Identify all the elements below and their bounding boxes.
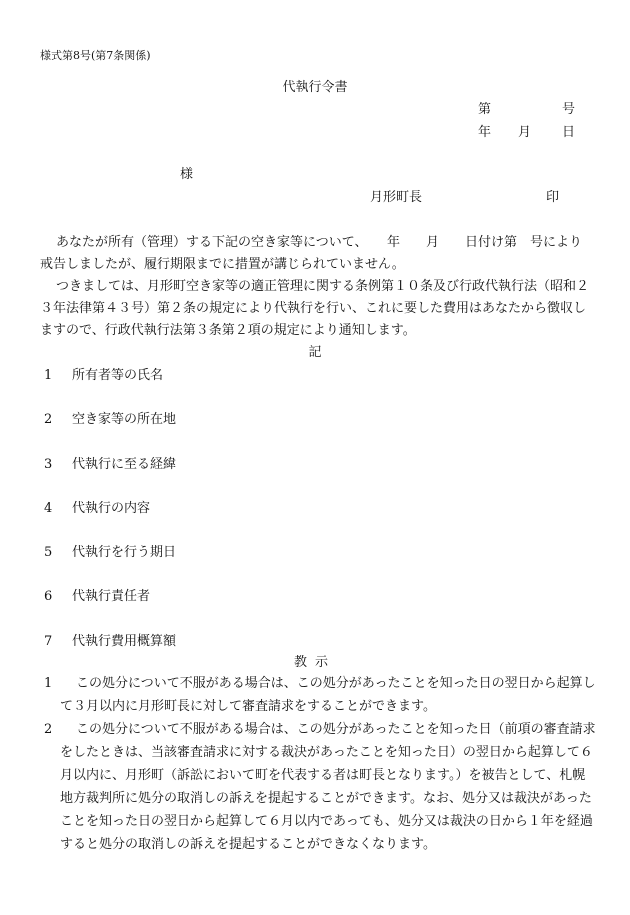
- item-number: 2: [44, 412, 53, 427]
- date-year-label: 年: [478, 125, 492, 140]
- list-item: [44, 364, 163, 383]
- item-label: 代執行に至る経緯: [72, 457, 177, 472]
- item-number: 1: [44, 368, 53, 383]
- instruction-text: この処分について不服がある場合は、この処分があったことを知った日（前項の審査請求をしたときは、当該審査請求に対する裁決があったことを知った日）の翌日から起算して６月以内に、月形町（訴訟において町を代表する者は町長となります。）を被告として、札幌地方裁判所に処分の取消しの訴えを提起することができます。なお、処分又は裁決があったことを知った日の翌日から起算して６月以内であっても、処分又は裁決の日から１年を経過すると処分の取消しの訴えを提起することができなくなります。: [60, 722, 596, 852]
- item-label: 代執行を行う期日: [72, 545, 177, 560]
- item-number: 3: [44, 457, 53, 472]
- list-item: [44, 453, 176, 472]
- paragraph-legal-basis-text: つきましては、月形町空き家等の適正管理に関する条例第１０条及び行政代執行法（昭和２３年法律第４３号）第２条の規定により代執行を行い、これに要した費用はあなたから徴収しますので、行政代執行法第３条第２項の規定により通知します。: [40, 279, 590, 338]
- document-number-suffix: 号: [562, 102, 576, 117]
- paragraph-notice-text: あなたが所有（管理）する下記の空き家等について、 年 月 日付け第 号により戒告しましたが、履行期限までに措置が講じられていません。: [40, 235, 582, 272]
- item-label: 空き家等の所在地: [72, 412, 177, 427]
- item-label: 代執行費用概算額: [72, 634, 177, 649]
- ki-heading: 記: [308, 345, 322, 360]
- instruction-heading: 教示: [293, 655, 336, 670]
- instruction-number: 1: [44, 676, 53, 691]
- instruction-text: この処分について不服がある場合は、この処分があったことを知った日の翌日から起算して３月以内に月形町長に対して審査請求をすることができます。: [60, 676, 596, 714]
- seal-mark: 印: [546, 190, 560, 205]
- item-label: 所有者等の氏名: [72, 368, 164, 383]
- item-label: 代執行責任者: [72, 589, 151, 604]
- paragraph-legal-basis: [40, 276, 594, 342]
- list-item: [44, 408, 176, 427]
- document-number-label: 第: [478, 102, 492, 117]
- item-label: 代執行の内容: [72, 501, 151, 516]
- item-number: 7: [44, 634, 53, 649]
- form-number: 様式第8号(第7条関係): [40, 49, 151, 62]
- list-item: [44, 541, 176, 560]
- instruction-item: [44, 672, 596, 718]
- list-item: [44, 497, 150, 516]
- addressee-suffix: 様: [180, 167, 194, 182]
- item-number: 6: [44, 589, 53, 604]
- date-month-label: 月: [518, 125, 532, 140]
- date-day-label: 日: [562, 125, 576, 140]
- sender-name: 月形町長: [370, 190, 423, 205]
- paragraph-notice: [40, 232, 594, 276]
- document-title: 代執行令書: [282, 80, 348, 95]
- item-number: 5: [44, 545, 53, 560]
- item-number: 4: [44, 501, 53, 516]
- list-item: [44, 585, 150, 604]
- list-item: [44, 630, 176, 649]
- instruction-number: 2: [44, 722, 53, 737]
- instruction-item: [44, 718, 596, 856]
